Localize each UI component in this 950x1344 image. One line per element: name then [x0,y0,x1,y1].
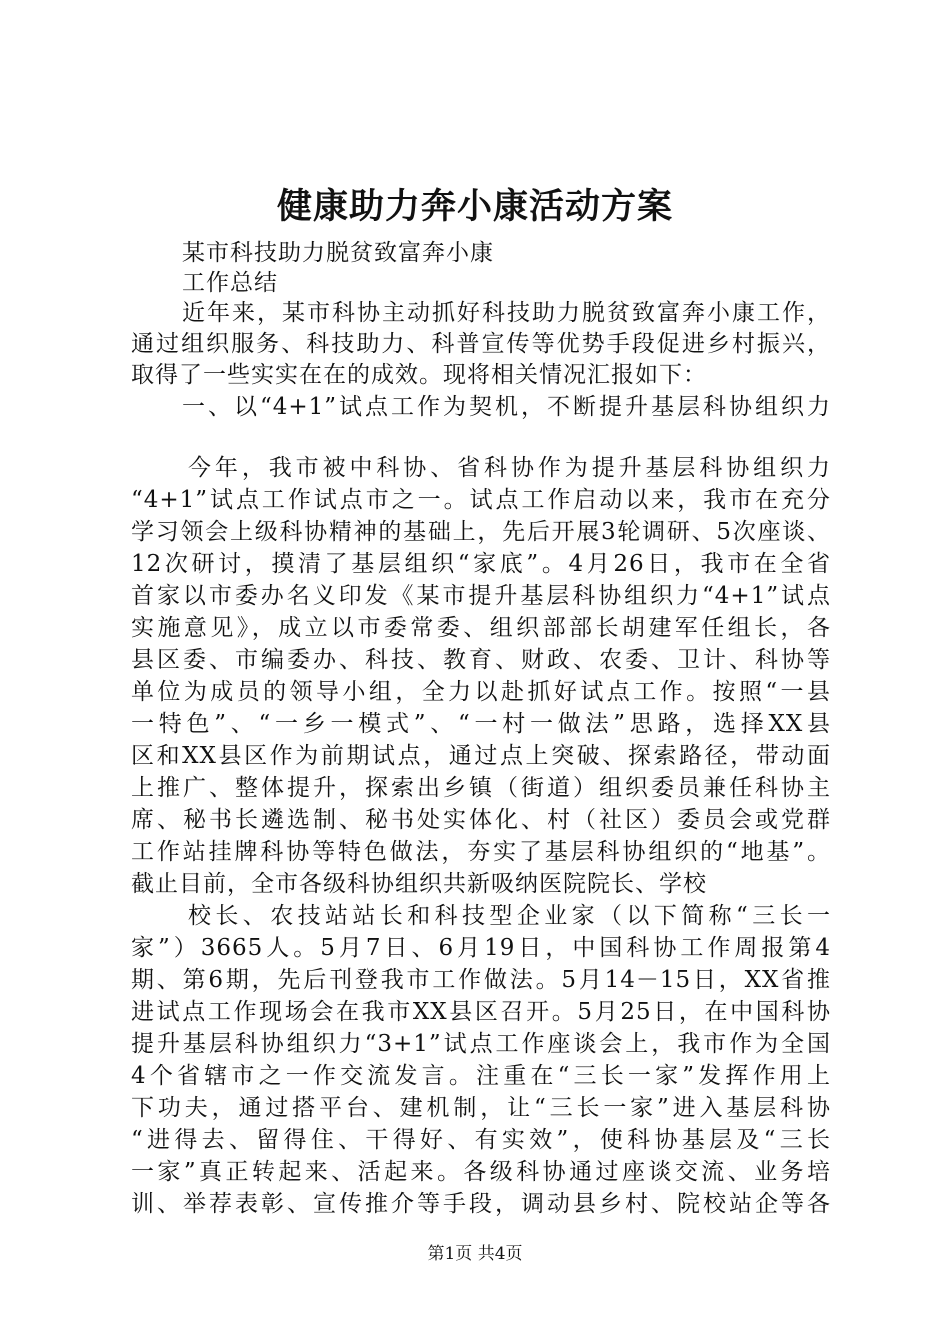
page-footer: 第1页 共4页 [427,1244,523,1264]
subtitle-line-2: 工作总结 [182,270,278,296]
paragraph-line: 期、第6期，先后刊登我市工作做法。5月14－15日，XX省推 [131,967,831,993]
paragraph-line: 进试点工作现场会在我市XX县区召开。5月25日，在中国科协 [131,999,831,1025]
subtitle-line-1: 某市科技助力脱贫致富奔小康 [182,240,494,266]
paragraph-line: 县区委、市编委办、科技、教育、财政、农委、卫计、科协等 [131,647,831,673]
paragraph-line: 一家”真正转起来、活起来。各级科协通过座谈交流、业务培 [131,1159,831,1185]
intro-line: 取得了一些实实在在的成效。现将相关情况汇报如下： [131,362,707,388]
paragraph-line: 首家以市委办名义印发《某市提升基层科协组织力“4+1”试点 [131,583,831,609]
paragraph-line: 训、举荐表彰、宣传推介等手段，调动县乡村、院校站企等各 [131,1191,831,1217]
document-title: 健康助力奔小康活动方案 [276,186,673,227]
paragraph-line: 4个省辖市之一作交流发言。注重在“三长一家”发挥作用上 [131,1063,831,1089]
paragraph-line: 校长、农技站站长和科技型企业家（以下简称“三长一 [188,903,831,929]
intro-line: 近年来，某市科协主动抓好科技助力脱贫致富奔小康工作， [182,300,831,326]
paragraph-line: 工作站挂牌科协等特色做法，夯实了基层科协组织的“地基”。 [131,839,831,865]
paragraph-line: 提升基层科协组织力“3+1”试点工作座谈会上，我市作为全国 [131,1031,831,1057]
paragraph-line: 12次研讨，摸清了基层组织“家底”。4月26日，我市在全省 [131,551,831,577]
paragraph-line: 下功夫，通过搭平台、建机制，让“三长一家”进入基层科协 [131,1095,831,1121]
paragraph-line: 今年，我市被中科协、省科协作为提升基层科协组织力 [188,455,831,481]
paragraph-line: 区和XX县区作为前期试点，通过点上突破、探索路径，带动面 [131,743,831,769]
paragraph-line: “4+1”试点工作试点市之一。试点工作启动以来，我市在充分 [131,487,831,513]
paragraph-line: 席、秘书长遴选制、秘书处实体化、村（社区）委员会或党群 [131,807,831,833]
intro-line: 通过组织服务、科技助力、科普宣传等优势手段促进乡村振兴， [131,331,831,357]
paragraph-line: 上推广、整体提升，探索出乡镇（街道）组织委员兼任科协主 [131,775,831,801]
paragraph-line: “进得去、留得住、干得好、有实效”，使科协基层及“三长 [131,1127,831,1153]
paragraph-line: 家”）3665人。5月7日、6月19日，中国科协工作周报第4 [131,935,831,961]
paragraph-line: 实施意见》，成立以市委常委、组织部部长胡建军任组长，各 [131,615,831,641]
paragraph-line: 学习领会上级科协精神的基础上，先后开展3轮调研、5次座谈、 [131,519,831,545]
paragraph-line: 截止目前，全市各级科协组织共新吸纳医院院长、学校 [131,871,707,897]
paragraph-line: 一特色”、“一乡一模式”、“一村一做法”思路，选择XX县 [131,711,831,737]
section-heading: 一、以“4+1”试点工作为契机，不断提升基层科协组织力 [182,394,831,420]
paragraph-line: 单位为成员的领导小组，全力以赴抓好试点工作。按照“一县 [131,679,831,705]
